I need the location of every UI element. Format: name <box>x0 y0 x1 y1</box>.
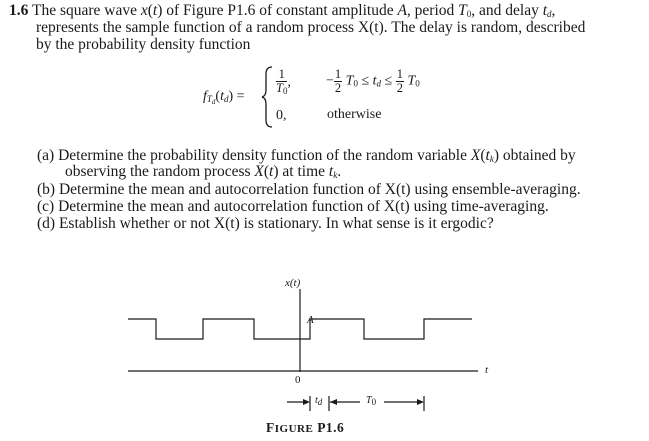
problem-number: 1.6 <box>9 2 29 19</box>
x-axis-label: t <box>485 364 489 376</box>
part-c-label: (c) <box>37 198 55 215</box>
origin-label: 0 <box>295 374 301 386</box>
part-a-label: (a) <box>37 147 55 164</box>
part-d-text: Establish whether or not X(t) is stationary. In what sense is it ergodic? <box>58 215 494 232</box>
part-c-text: Determine the mean and autocorrelation function of X(t) using time-averaging. <box>58 198 549 215</box>
amplitude-label: A <box>307 314 314 326</box>
part-d-label: (d) <box>37 215 56 232</box>
delay-label: $t_d$ <box>315 395 323 407</box>
pdf-lhs: $f_{T_d}(t_d)$ = <box>203 89 245 106</box>
pdf-case1-value: $\frac{1}{T_0}$ , <box>276 67 291 96</box>
part-b-label: (b) <box>37 181 56 198</box>
part-a-line-2: observing the random process X(t) at time $t_k$. <box>65 163 342 180</box>
y-axis-label: x(t) <box>285 277 301 289</box>
problem-line-1: 1.6 The square wave x(t) of Figure P1.6 of constant amplitude A, period $T_0$, and delay $t_d$, <box>9 2 556 19</box>
pdf-case2-value: 0, <box>276 108 287 123</box>
figure-caption: FIGURE P1.6 <box>266 420 345 435</box>
part-a-line-1: (a) Determine the probability density function of the random variable $X(t_k)$ obtained by <box>37 147 576 164</box>
pdf-case2-condition: otherwise <box>327 107 382 122</box>
pdf-case1-condition: − $\frac{1}{2}$ $T_0 \le t_d$ ≤ $\frac{1}{2}$ $T_0$ <box>326 67 420 95</box>
problem-line-2: represents the sample function of a random process X(t). The delay is random, described <box>36 19 586 36</box>
part-b-text: Determine the mean and autocorrelation function of X(t) using ensemble-averaging. <box>58 181 581 198</box>
problem-line-3: by the probability density function <box>36 36 251 53</box>
period-label: $T_0$ <box>366 395 377 407</box>
